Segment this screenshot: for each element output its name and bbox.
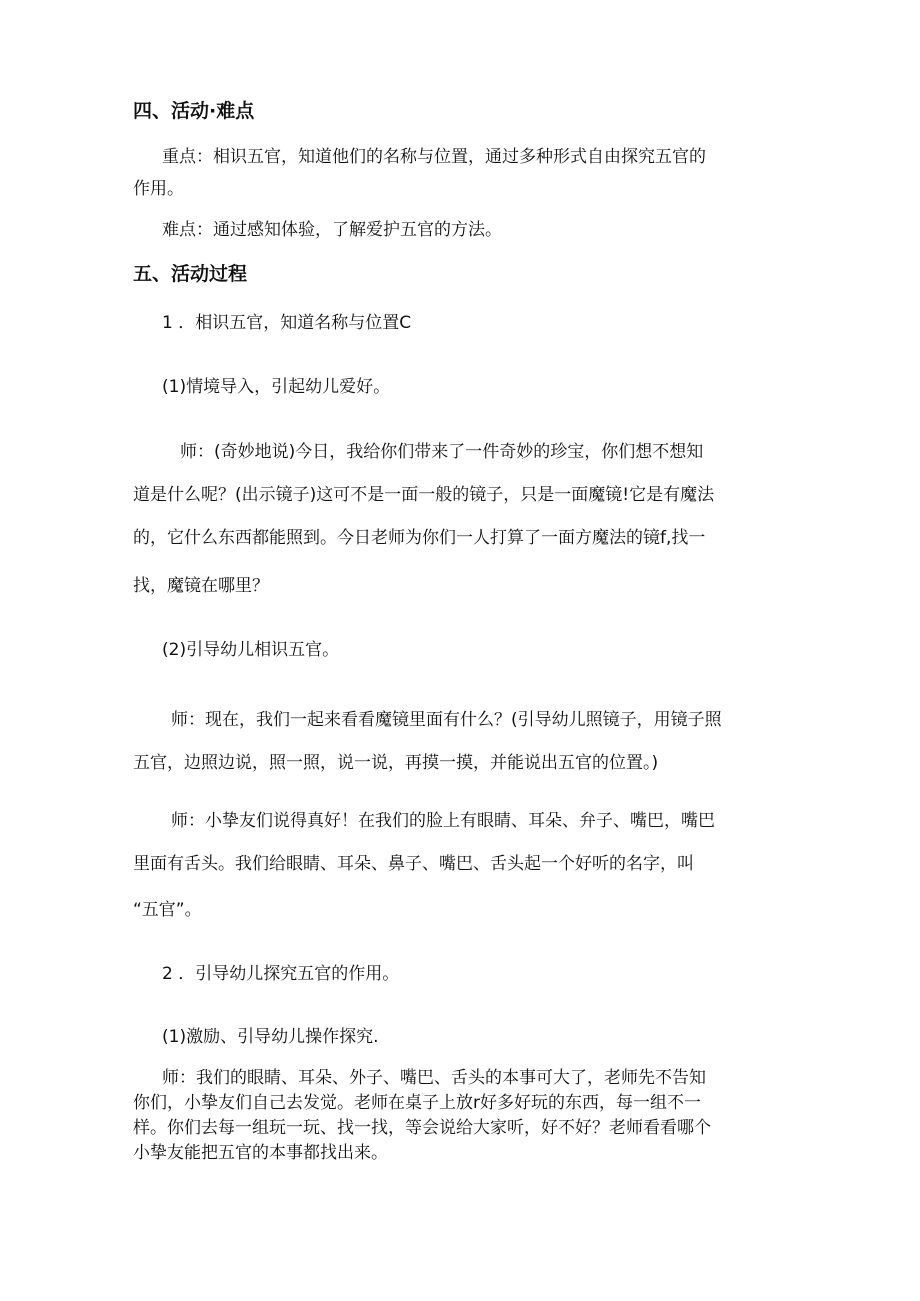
paragraph-line: 道是什么呢？(出示镜子)这可不是一面一般的镜子，只是一面魔镜!它是有魔法 — [133, 485, 715, 505]
paragraph-line: 五官，边照边说，照一照，说一说，再摸一摸，并能说出五官的位置。) — [133, 753, 659, 773]
step-1-2-title: (2)引导幼儿相识五官。 — [162, 640, 340, 660]
step-2-title: 2 ．引导幼儿探究五官的作用。 — [162, 964, 400, 984]
paragraph-line: 师：小挚友们说得真好！在我们的脸上有眼睛、耳朵、弁子、嘴巴，嘴巴 — [171, 811, 715, 831]
section-4-heading: 四、活动·难点 — [133, 100, 255, 122]
paragraph-line: 样。你们去每一组玩一玩、找一找，等会说给大家听，好不好？老师看看哪个 — [133, 1118, 711, 1138]
paragraph-line: 师：现在，我们一起来看看魔镜里面有什么？(引导幼儿照镜子，用镜子照 — [171, 710, 722, 730]
step-1-1-title: (1)情境导入，引起幼儿爱好。 — [162, 377, 391, 397]
step-1-title: 1 ．相识五官，知道名称与位置C — [162, 313, 412, 333]
paragraph-line: “五官”。 — [133, 900, 202, 920]
step-2-1-title: (1)激励、引导幼儿操作探究. — [162, 1027, 379, 1047]
key-point-line-2: 作用。 — [133, 179, 184, 199]
paragraph-line: 找，魔镜在哪里？ — [133, 576, 269, 596]
paragraph-line: 你们，小挚友们自己去发觉。老师在桌子上放r好多好玩的东西，每一组不一 — [133, 1093, 701, 1113]
paragraph-line: 师：(奇妙地说)今日，我给你们带来了一件奇妙的珍宝，你们想不想知 — [180, 442, 704, 462]
section-5-heading: 五、活动过程 — [133, 263, 248, 285]
difficulty-line: 难点：通过感知体验，了解爱护五官的方法。 — [162, 220, 502, 240]
key-point-line-1: 重点：相识五官，知道他们的名称与位置，通过多种形式自由探究五官的 — [162, 147, 706, 167]
paragraph-line: 里面有舌头。我们给眼睛、耳朵、鼻子、嘴巴、舌头起一个好听的名字，叫 — [133, 854, 694, 874]
paragraph-line: 的，它什么东西都能照到。今日老师为你们一人打算了一面方魔法的镜f,找一 — [133, 528, 706, 548]
paragraph-line: 小挚友能把五官的本事都找出来。 — [133, 1143, 388, 1163]
paragraph-line: 师：我们的眼睛、耳朵、外子、嘴巴、舌头的本事可大了，老师先不告知 — [162, 1068, 706, 1088]
